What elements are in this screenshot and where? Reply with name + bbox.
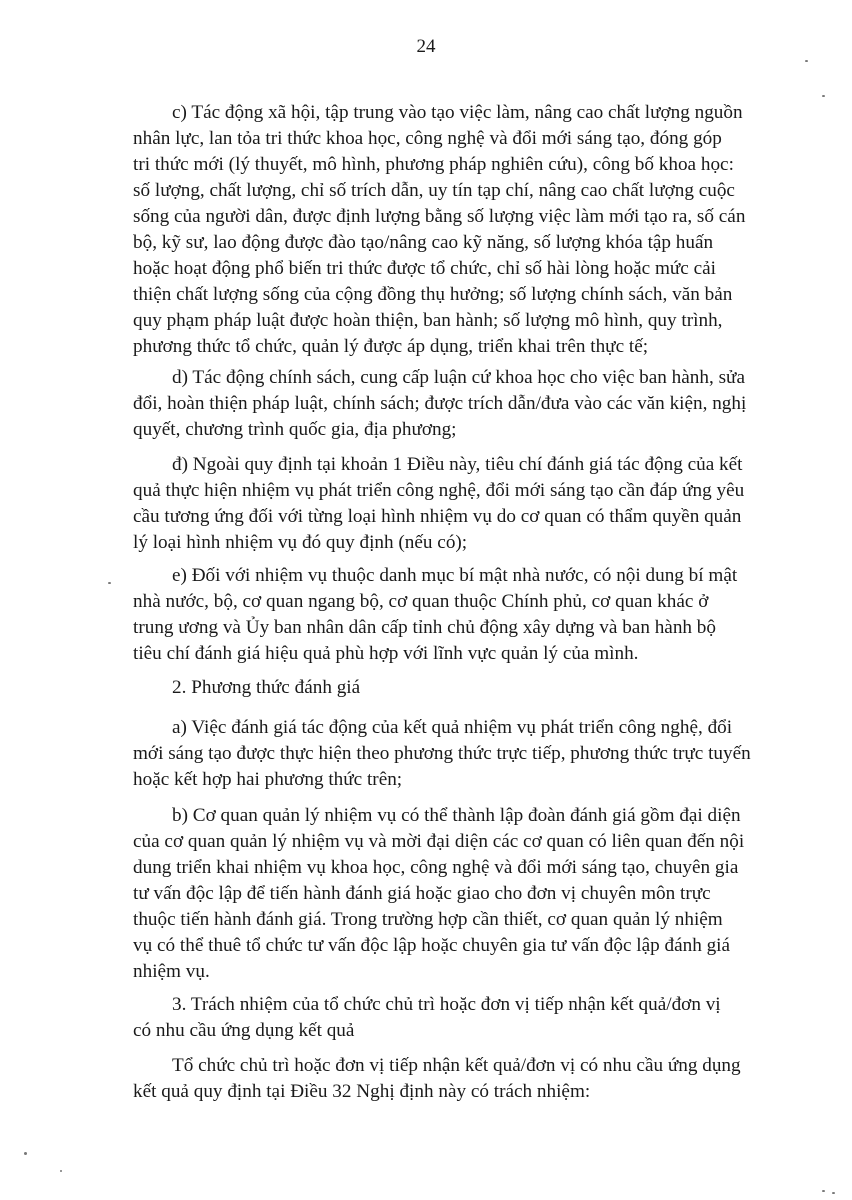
text-line: d) Tác động chính sách, cung cấp luận cứ khoa học cho việc ban hành, sửa [172, 367, 745, 388]
text-line: quyết, chương trình quốc gia, địa phương; [133, 419, 457, 440]
text-line: cầu tương ứng đối với từng loại hình nhiệm vụ do cơ quan có thẩm quyền quản [133, 506, 742, 527]
text-line: quy phạm pháp luật được hoàn thiện, ban hành; số lượng mô hình, quy trình, [133, 310, 723, 331]
scan-speck [822, 95, 825, 97]
section-2-heading [133, 675, 767, 701]
scan-speck [108, 582, 111, 584]
heading-line: 2. Phương thức đánh giá [172, 677, 361, 698]
scan-speck [822, 1190, 825, 1192]
heading-line: có nhu cầu ứng dụng kết quả [133, 1020, 355, 1041]
text-line: số lượng, chất lượng, chỉ số trích dẫn, uy tín tạp chí, nâng cao chất lượng cuộc [133, 180, 735, 201]
section-3-heading [133, 992, 767, 1044]
text-line: lý loại hình nhiệm vụ đó quy định (nếu có); [133, 532, 468, 553]
text-line: vụ có thể thuê tổ chức tư vấn độc lập hoặc chuyên gia tư vấn độc lập đánh giá [133, 935, 731, 956]
text-line: đổi, hoàn thiện pháp luật, chính sách; được trích dẫn/đưa vào các văn kiện, nghị [133, 393, 747, 414]
text-line: dung triển khai nhiệm vụ khoa học, công nghệ và đổi mới sáng tạo, chuyên gia [133, 857, 739, 878]
scan-speck [60, 1170, 62, 1172]
text-line: c) Tác động xã hội, tập trung vào tạo việc làm, nâng cao chất lượng nguồn [172, 102, 743, 123]
text-line: bộ, kỹ sư, lao động được đào tạo/nâng cao kỹ năng, số lượng khóa tập huấn [133, 232, 714, 253]
scan-speck [24, 1152, 27, 1155]
text-line: của cơ quan quản lý nhiệm vụ và mời đại diện các cơ quan có liên quan đến nội [133, 831, 745, 852]
paragraph-dd [133, 452, 767, 556]
text-line: thiện chất lượng sống của cộng đồng thụ hưởng; số lượng chính sách, văn bản [133, 284, 733, 305]
heading-line: 3. Trách nhiệm của tổ chức chủ trì hoặc đơn vị tiếp nhận kết quả/đơn vị [172, 994, 721, 1015]
page-number: 24 [416, 36, 436, 57]
paragraph-c [133, 100, 767, 360]
text-line: quả thực hiện nhiệm vụ phát triển công nghệ, đổi mới sáng tạo cần đáp ứng yêu [133, 480, 745, 501]
paragraph-2a [133, 715, 767, 793]
paragraph-3-body [133, 1053, 767, 1105]
text-line: kết quả quy định tại Điều 32 Nghị định này có trách nhiệm: [133, 1081, 591, 1102]
text-line: tư vấn độc lập để tiến hành đánh giá hoặc giao cho đơn vị chuyên môn trực [133, 883, 711, 904]
text-line: tiêu chí đánh giá hiệu quả phù hợp với lĩnh vực quản lý của mình. [133, 643, 639, 664]
text-line: nhiệm vụ. [133, 961, 210, 982]
scan-speck [832, 1192, 835, 1194]
text-line: e) Đối với nhiệm vụ thuộc danh mục bí mật nhà nước, có nội dung bí mật [172, 565, 738, 586]
text-line: sống của người dân, được định lượng bằng số lượng việc làm mới tạo ra, số cán [133, 206, 746, 227]
text-line: Tổ chức chủ trì hoặc đơn vị tiếp nhận kết quả/đơn vị có nhu cầu ứng dụng [172, 1055, 741, 1076]
text-line: nhân lực, lan tỏa tri thức khoa học, công nghệ và đổi mới sáng tạo, đóng góp [133, 128, 722, 149]
text-line: a) Việc đánh giá tác động của kết quả nhiệm vụ phát triển công nghệ, đổi [172, 717, 733, 738]
text-line: tri thức mới (lý thuyết, mô hình, phương pháp nghiên cứu), công bố khoa học: [133, 154, 734, 175]
text-line: thuộc tiến hành đánh giá. Trong trường hợp cần thiết, cơ quan quản lý nhiệm [133, 909, 723, 930]
text-line: b) Cơ quan quản lý nhiệm vụ có thể thành lập đoàn đánh giá gồm đại diện [172, 805, 741, 826]
text-line: nhà nước, bộ, cơ quan ngang bộ, cơ quan thuộc Chính phủ, cơ quan khác ở [133, 591, 709, 612]
text-line: hoặc hoạt động phổ biến tri thức được tổ chức, chỉ số hài lòng hoặc mức cải [133, 258, 716, 279]
text-line: phương thức tổ chức, quản lý được áp dụng, triển khai trên thực tế; [133, 336, 649, 357]
text-line: hoặc kết hợp hai phương thức trên; [133, 769, 403, 790]
paragraph-2b [133, 803, 767, 985]
text-line: mới sáng tạo được thực hiện theo phương thức trực tiếp, phương thức trực tuyến [133, 743, 751, 764]
text-line: trung ương và Ủy ban nhân dân cấp tỉnh chủ động xây dựng và ban hành bộ [133, 617, 716, 638]
text-line: đ) Ngoài quy định tại khoản 1 Điều này, tiêu chí đánh giá tác động của kết [172, 454, 743, 475]
paragraph-e [133, 563, 767, 667]
paragraph-d [133, 365, 767, 443]
scan-speck [805, 60, 808, 62]
